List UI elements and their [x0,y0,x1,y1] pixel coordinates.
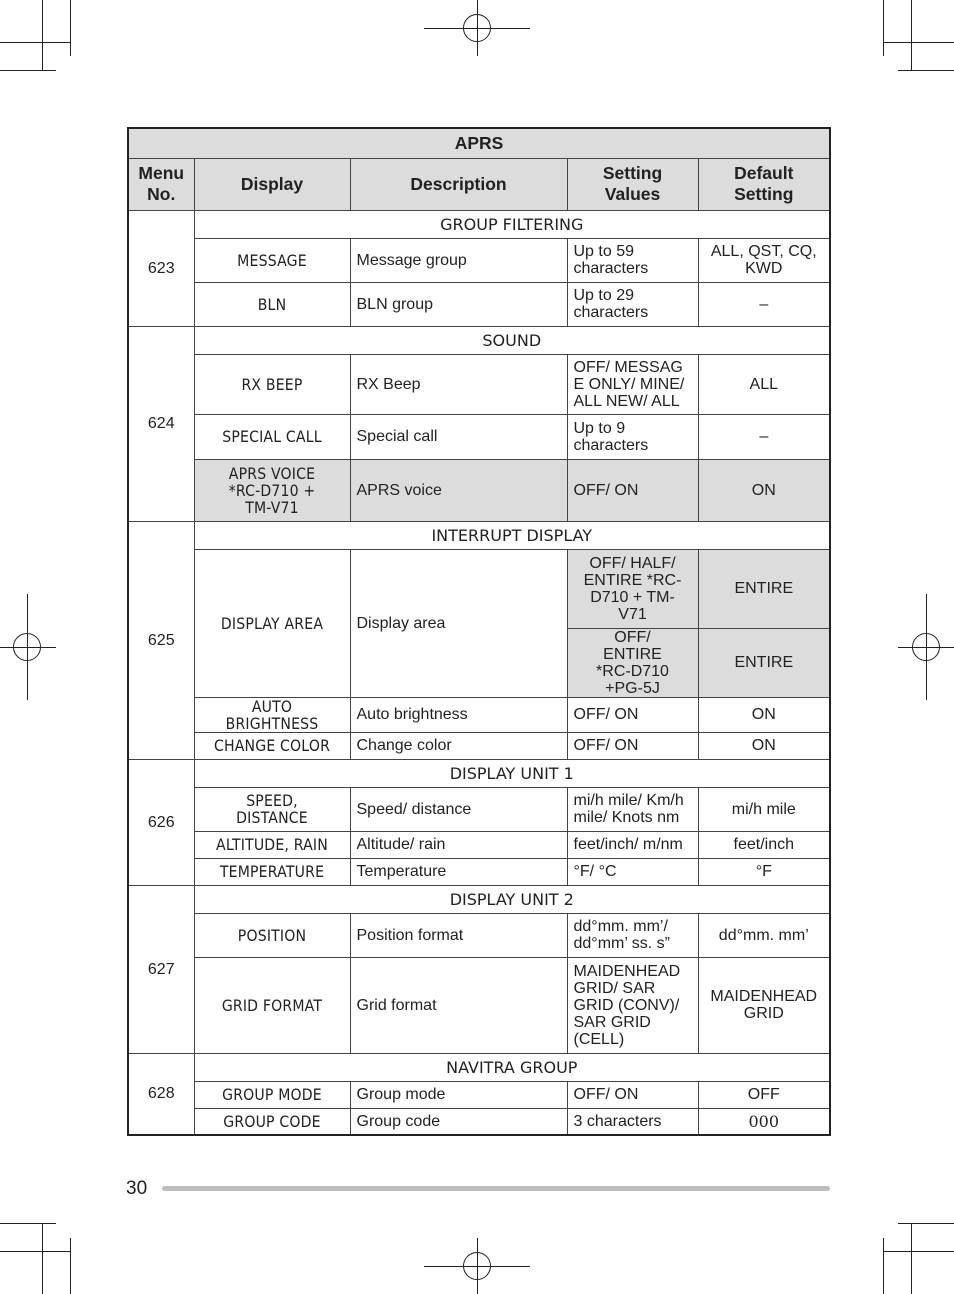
default-setting-cell: dd°mm. mm’ [698,913,830,957]
crop-mark [898,1223,954,1224]
footer-rule [162,1186,830,1191]
default-setting-cell: ENTIRE [698,628,830,697]
setting-values-cell: mi/h mile/ Km/h mile/ Knots nm [567,787,698,831]
default-setting-cell: ALL, QST, CQ, KWD [698,238,830,282]
default-setting-cell: ON [698,459,830,521]
default-setting-cell: – [698,282,830,326]
setting-values-cell: OFF/ ON [567,1081,698,1108]
crop-mark [884,1251,954,1252]
menu-number: 625 [128,521,194,759]
display-cell: ALTITUDE, RAIN [203,831,340,858]
display-cell: GROUP MODE [203,1081,340,1108]
display-cell: BLN [203,282,340,326]
crop-mark [883,1238,884,1294]
crop-mark [42,1224,43,1294]
display-cell: SPEED, DISTANCE [203,787,340,831]
header-setting-values: Setting Values [567,158,698,210]
description-cell: Position format [350,913,567,957]
default-setting-cell: °F [698,858,830,885]
crop-mark [70,0,71,56]
registration-target [463,1252,491,1280]
setting-values-cell: °F/ °C [567,858,698,885]
header-menu-no: Menu No. [128,158,194,210]
default-setting-cell: ENTIRE [698,549,830,628]
default-setting-cell: MAIDENHEAD GRID [698,957,830,1053]
setting-values-cell: OFF/ ON [567,697,698,732]
menu-number: 627 [128,885,194,1053]
display-cell: GROUP CODE [203,1108,340,1135]
description-cell: Auto brightness [350,697,567,732]
crop-mark [911,1224,912,1294]
default-setting-cell: ON [698,732,830,759]
description-cell: Group code [350,1108,567,1135]
group-heading: NAVITRA GROUP [194,1053,830,1081]
description-cell: Temperature [350,858,567,885]
description-cell: Speed/ distance [350,787,567,831]
setting-values-cell: Up to 59 characters [567,238,698,282]
group-heading: INTERRUPT DISPLAY [194,521,830,549]
display-cell: APRS VOICE *RC-D710 + TM-V71 [203,459,340,521]
description-cell: Altitude/ rain [350,831,567,858]
setting-values-cell: Up to 9 characters [567,414,698,459]
default-setting-cell: mi/h mile [698,787,830,831]
default-setting-cell: feet/inch [698,831,830,858]
page-number: 30 [126,1178,148,1199]
setting-values-cell: OFF/ HALF/ ENTIRE *RC-D710 + TM-V71 [567,549,698,628]
crop-mark [898,70,954,71]
description-cell: Group mode [350,1081,567,1108]
aprs-menu-table [127,127,831,1136]
setting-values-cell: MAIDENHEAD GRID/ SAR GRID (CONV)/ SAR GRID (CELL) [567,957,698,1053]
setting-values-cell: OFF/ ON [567,459,698,521]
crop-mark [0,1251,70,1252]
default-setting-cell: ALL [698,354,830,414]
header-default-setting: Default Setting [698,158,830,210]
group-heading: SOUND [194,326,830,354]
header-description: Description [350,158,567,210]
setting-values-cell: OFF/ MESSAGE ONLY/ MINE/ ALL NEW/ ALL [567,354,698,414]
description-cell: APRS voice [350,459,567,521]
default-setting-cell: 000 [698,1108,830,1135]
registration-target [912,633,940,661]
crop-mark [42,0,43,70]
setting-values-cell: 3 characters [567,1108,698,1135]
display-cell: TEMPERATURE [203,858,340,885]
default-setting-cell: ON [698,697,830,732]
description-cell: Special call [350,414,567,459]
display-cell: DISPLAY AREA [203,549,340,697]
setting-values-cell: dd°mm. mm’/ dd°mm’ ss. s” [567,913,698,957]
display-cell: CHANGE COLOR [203,732,340,759]
menu-number: 626 [128,759,194,885]
description-cell: RX Beep [350,354,567,414]
crop-mark [884,42,954,43]
header-display: Display [194,158,350,210]
menu-number: 624 [128,326,194,521]
crop-mark [0,42,70,43]
display-cell: POSITION [203,913,340,957]
group-heading: GROUP FILTERING [194,210,830,238]
crop-mark [0,1223,56,1224]
display-cell: GRID FORMAT [203,957,340,1053]
registration-target [13,633,41,661]
display-cell: AUTO BRIGHTNESS [203,697,340,732]
default-setting-cell: – [698,414,830,459]
setting-values-cell: OFF/ ENTIRE *RC-D710 +PG-5J [567,628,698,697]
crop-mark [0,70,56,71]
group-heading: DISPLAY UNIT 2 [194,885,830,913]
description-cell: Grid format [350,957,567,1053]
crop-mark [883,0,884,56]
table-title: APRS [128,128,830,158]
description-cell: Display area [350,549,567,697]
setting-values-cell: feet/inch/ m/nm [567,831,698,858]
display-cell: RX BEEP [203,354,340,414]
registration-target [463,14,491,42]
description-cell: BLN group [350,282,567,326]
menu-number: 628 [128,1053,194,1135]
group-heading: DISPLAY UNIT 1 [194,759,830,787]
setting-values-cell: Up to 29 characters [567,282,698,326]
display-cell: MESSAGE [203,238,340,282]
description-cell: Change color [350,732,567,759]
setting-values-cell: OFF/ ON [567,732,698,759]
crop-mark [70,1238,71,1294]
display-cell: SPECIAL CALL [203,414,340,459]
menu-number: 623 [128,210,194,326]
default-setting-cell: OFF [698,1081,830,1108]
crop-mark [911,0,912,70]
description-cell: Message group [350,238,567,282]
